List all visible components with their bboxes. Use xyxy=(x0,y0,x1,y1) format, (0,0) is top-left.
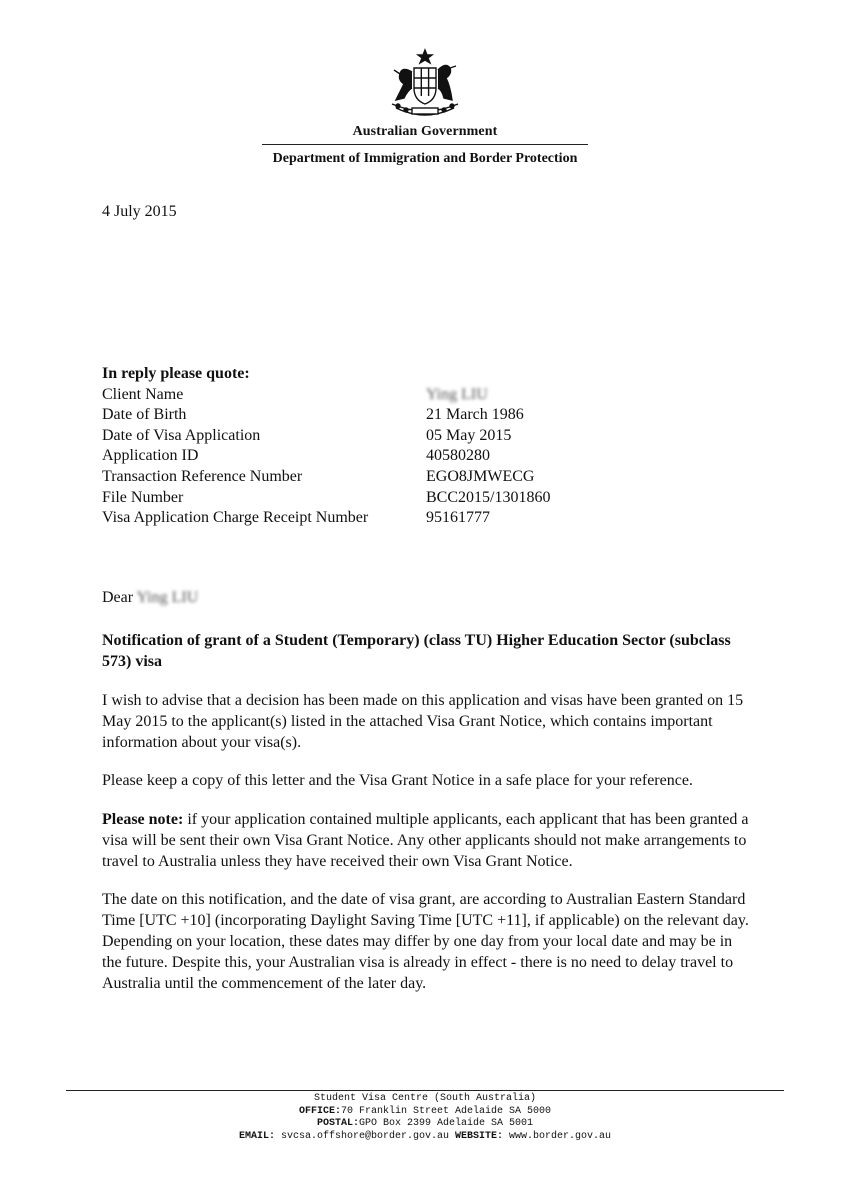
department-name: Department of Immigration and Border Protection xyxy=(272,151,578,166)
reference-label: Date of Visa Application xyxy=(102,426,261,444)
reference-label: Application ID xyxy=(102,447,199,465)
footer-centre-name: Student Visa Centre (South Australia) xyxy=(313,1093,537,1104)
reference-label: File Number xyxy=(102,488,184,506)
footer-contact xyxy=(66,1131,784,1144)
reference-row-application-id xyxy=(102,446,490,467)
footer-divider xyxy=(66,1090,784,1091)
reference-heading: In reply please quote: xyxy=(102,365,250,382)
reference-label: Client Name xyxy=(102,385,184,403)
reference-value: EGO8JMWECG xyxy=(426,467,535,485)
reference-row-dob xyxy=(102,405,524,426)
letter-subject: Notification of grant of a Student (Temporary) (class TU) Higher Education Sector (subclass 573) visa xyxy=(102,632,731,670)
reference-value: 95161777 xyxy=(426,509,490,527)
footer-website-value: www.border.gov.au xyxy=(503,1130,612,1142)
coat-of-arms-icon xyxy=(378,48,472,120)
reference-value: 40580280 xyxy=(426,447,490,465)
footer xyxy=(66,1093,784,1143)
letter-date: 4 July 2015 xyxy=(102,203,177,220)
footer-website-label: WEBSITE: xyxy=(455,1130,504,1142)
reference-label: Visa Application Charge Receipt Number xyxy=(102,509,369,527)
footer-postal-value: GPO Box 2399 Adelaide SA 5001 xyxy=(358,1118,534,1130)
reference-row-application-date xyxy=(102,426,512,447)
salutation xyxy=(102,589,198,607)
salutation-prefix: Dear xyxy=(102,589,134,606)
paragraph-time-zone: The date on this notification, and the date of visa grant, are according to Australian Eastern Standard Time [UTC +10] (incorporating Daylight Saving Time [UTC +11], if applicable) on the relevant day. Depending on your location, these dates may differ by one day from your local date and may be in the future. Despite this, your Australian visa is already in effect - there is no need to delay travel to Australia until the commencement of the later day. xyxy=(102,891,749,992)
salutation-name-redacted: Ying LIU xyxy=(136,589,199,606)
footer-office-label: OFFICE: xyxy=(298,1105,341,1117)
reference-row-client-name xyxy=(102,385,488,406)
please-note-lead: Please note: xyxy=(102,811,184,828)
reference-value: 05 May 2015 xyxy=(426,426,512,444)
footer-office xyxy=(66,1106,784,1119)
footer-email-value: svcsa.offshore@border.gov.au xyxy=(274,1130,455,1142)
reference-block xyxy=(102,364,551,529)
letterhead-divider xyxy=(262,144,588,145)
paragraph-decision: I wish to advise that a decision has been made on this application and visas have been granted on 15 May 2015 to the applicant(s) listed in the attached Visa Grant Notice, which contains important information about your visa(s). xyxy=(102,692,744,751)
footer-email-label: EMAIL: xyxy=(238,1130,275,1142)
reference-label: Transaction Reference Number xyxy=(102,467,303,485)
reference-row-transaction-ref xyxy=(102,467,535,488)
government-name: Australian Government xyxy=(352,124,498,139)
footer-office-value: 70 Franklin Street Adelaide SA 5000 xyxy=(340,1105,552,1117)
footer-postal xyxy=(66,1118,784,1131)
footer-postal-label: POSTAL: xyxy=(316,1118,359,1130)
reference-row-receipt-number xyxy=(102,508,490,529)
reference-value: BCC2015/1301860 xyxy=(426,488,551,506)
please-note-body: if your application contained multiple applicants, each applicant that has been granted a visa will be sent their own Visa Grant Notice. Any other applicants should not make arrangements to travel to Australia unless they have received their own Visa Grant Notice. xyxy=(102,811,749,870)
reference-value-redacted: Ying LIU xyxy=(426,385,488,403)
paragraph-please-note xyxy=(102,809,754,872)
reference-label: Date of Birth xyxy=(102,406,187,424)
paragraph-keep-copy: Please keep a copy of this letter and the Visa Grant Notice in a safe place for your reference. xyxy=(102,772,693,789)
reference-value: 21 March 1986 xyxy=(426,406,524,424)
reference-row-file-number xyxy=(102,488,551,509)
